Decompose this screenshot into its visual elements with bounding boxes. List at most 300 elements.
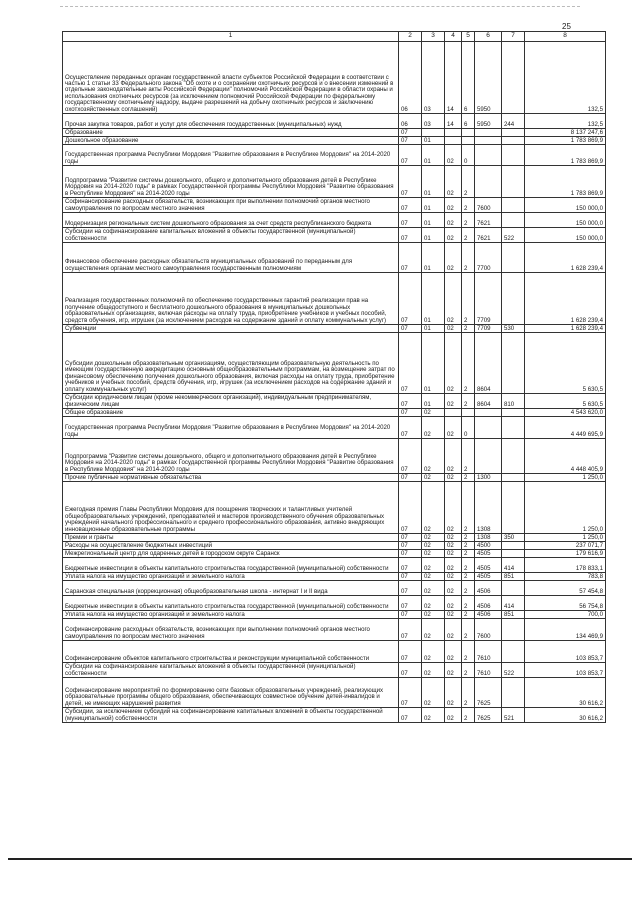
- code-cell: [502, 273, 525, 325]
- code-cell: 02: [422, 417, 445, 439]
- code-cell: 1308: [475, 534, 502, 542]
- code-cell: [502, 213, 525, 228]
- code-cell: 7600: [475, 198, 502, 213]
- table-row: [63, 42, 606, 114]
- code-cell: 2: [462, 439, 475, 474]
- code-cell: 2: [462, 596, 475, 611]
- amount-cell: 1 628 239,4: [525, 273, 606, 325]
- code-cell: 02: [445, 641, 462, 663]
- amount-cell: 8 137 247,6: [525, 129, 606, 137]
- code-cell: 414: [502, 558, 525, 573]
- table-row: [63, 708, 606, 723]
- amount-cell: 134 469,9: [525, 619, 606, 641]
- code-cell: [502, 581, 525, 596]
- amount-cell: 1 783 869,9: [525, 145, 606, 166]
- table-row: [63, 581, 606, 596]
- amount-cell: 4 449 695,9: [525, 417, 606, 439]
- code-cell: 02: [422, 558, 445, 573]
- table-row: [63, 550, 606, 558]
- code-cell: 02: [445, 534, 462, 542]
- code-cell: 2: [462, 482, 475, 534]
- code-cell: [502, 482, 525, 534]
- code-cell: 810: [502, 394, 525, 409]
- code-cell: [502, 641, 525, 663]
- code-cell: 07: [399, 550, 422, 558]
- code-cell: 02: [445, 417, 462, 439]
- header-cell: 8: [525, 32, 606, 42]
- table-row: [63, 198, 606, 213]
- code-cell: 851: [502, 573, 525, 581]
- code-cell: 07: [399, 678, 422, 708]
- header-cell: 5: [462, 32, 475, 42]
- code-cell: 4505: [475, 573, 502, 581]
- code-cell: 2: [462, 273, 475, 325]
- header-cell: 1: [63, 32, 399, 42]
- code-cell: 02: [445, 213, 462, 228]
- name-cell: Софинансирование расходных обязательств, возникающих при выполнении полномочий органов местного самоуправления по вопросам местного значения: [63, 619, 399, 641]
- table-row: [63, 166, 606, 198]
- amount-cell: 1 250,0: [525, 474, 606, 482]
- code-cell: 01: [422, 228, 445, 243]
- code-cell: 244: [502, 114, 525, 129]
- code-cell: [422, 129, 445, 137]
- code-cell: 02: [445, 474, 462, 482]
- code-cell: 07: [399, 243, 422, 273]
- table-row: [63, 474, 606, 482]
- code-cell: 02: [445, 678, 462, 708]
- code-cell: 01: [422, 243, 445, 273]
- code-cell: 1300: [475, 474, 502, 482]
- name-cell: Софинансирование мероприятий по формированию сети базовых образовательных учреждений, реализующих образовательные программы общего образования, обеспечивающих совместное обучение детей-инвалидов и детей, не имеющих нарушений развития: [63, 678, 399, 708]
- code-cell: 02: [422, 581, 445, 596]
- table-row: [63, 137, 606, 145]
- code-cell: 07: [399, 663, 422, 678]
- code-cell: 2: [462, 678, 475, 708]
- page-number: 25: [562, 22, 571, 31]
- code-cell: 01: [422, 198, 445, 213]
- code-cell: 07: [399, 145, 422, 166]
- header-cell: 7: [502, 32, 525, 42]
- code-cell: 02: [445, 394, 462, 409]
- table-row: [63, 534, 606, 542]
- code-cell: 07: [399, 482, 422, 534]
- amount-cell: 103 853,7: [525, 641, 606, 663]
- code-cell: 2: [462, 558, 475, 573]
- code-cell: 07: [399, 708, 422, 723]
- header-cell: 2: [399, 32, 422, 42]
- amount-cell: 4 543 620,0: [525, 409, 606, 417]
- code-cell: 01: [422, 325, 445, 333]
- code-cell: [502, 42, 525, 114]
- code-cell: 01: [422, 333, 445, 394]
- code-cell: 6: [462, 42, 475, 114]
- code-cell: 07: [399, 619, 422, 641]
- amount-cell: 1 628 239,4: [525, 325, 606, 333]
- code-cell: 02: [422, 409, 445, 417]
- code-cell: [502, 439, 525, 474]
- table-row: [63, 243, 606, 273]
- amount-cell: 178 833,1: [525, 558, 606, 573]
- code-cell: 07: [399, 439, 422, 474]
- table-row: [63, 394, 606, 409]
- code-cell: 07: [399, 333, 422, 394]
- code-cell: 7709: [475, 273, 502, 325]
- table-row: [63, 325, 606, 333]
- code-cell: [475, 129, 502, 137]
- code-cell: 01: [422, 137, 445, 145]
- code-cell: [462, 137, 475, 145]
- code-cell: 2: [462, 542, 475, 550]
- code-cell: [462, 129, 475, 137]
- name-cell: Бюджетные инвестиции в объекты капитального строительства государственной (муниципальной) собственности: [63, 558, 399, 573]
- code-cell: 02: [422, 596, 445, 611]
- name-cell: Общее образование: [63, 409, 399, 417]
- code-cell: 522: [502, 663, 525, 678]
- code-cell: 7700: [475, 243, 502, 273]
- header-cell: 3: [422, 32, 445, 42]
- amount-cell: 1 250,0: [525, 534, 606, 542]
- code-cell: 7610: [475, 641, 502, 663]
- code-cell: 01: [422, 145, 445, 166]
- name-cell: Ежегодная премия Главы Республики Мордовия для поощрения творческих и талантливых учителей общеобразовательных учреждений, преподавателей и мастеров производственного обучения образовательных учреждений начального профессионального и среднего профессионального образования, активно внедряющих инновационные образовательные программы: [63, 482, 399, 534]
- name-cell: Субвенции: [63, 325, 399, 333]
- code-cell: 07: [399, 325, 422, 333]
- code-cell: 7600: [475, 619, 502, 641]
- code-cell: 07: [399, 166, 422, 198]
- amount-cell: 56 754,8: [525, 596, 606, 611]
- code-cell: 02: [422, 550, 445, 558]
- amount-cell: 5 630,5: [525, 333, 606, 394]
- table-row: [63, 678, 606, 708]
- code-cell: [475, 409, 502, 417]
- code-cell: 02: [422, 708, 445, 723]
- amount-cell: 132,5: [525, 42, 606, 114]
- code-cell: 14: [445, 114, 462, 129]
- code-cell: 01: [422, 213, 445, 228]
- code-cell: [502, 198, 525, 213]
- code-cell: 02: [445, 708, 462, 723]
- name-cell: Софинансирование расходных обязательств, возникающих при выполнении полномочий органов местного самоуправления по вопросам местного значения: [63, 198, 399, 213]
- name-cell: Подпрограмма "Развитие системы дошкольного, общего и дополнительного образования детей в Республике Мордовия на 2014-2020 годы" в рамках Государственной программы Республики Мордовия "Развитие образования в Республике Мордовия" на 2014-2020 годы: [63, 166, 399, 198]
- code-cell: 07: [399, 228, 422, 243]
- amount-cell: 179 616,9: [525, 550, 606, 558]
- code-cell: 7709: [475, 325, 502, 333]
- table-row: [63, 482, 606, 534]
- code-cell: [502, 550, 525, 558]
- code-cell: 2: [462, 708, 475, 723]
- code-cell: 2: [462, 213, 475, 228]
- code-cell: 522: [502, 228, 525, 243]
- name-cell: Субсидии на софинансирование капитальных вложений в объекты государственной (муниципальной) собственности: [63, 663, 399, 678]
- name-cell: Саранская специальная (коррекционная) общеобразовательная школа - интернат I и II вида: [63, 581, 399, 596]
- code-cell: 07: [399, 534, 422, 542]
- code-cell: 414: [502, 596, 525, 611]
- code-cell: [502, 145, 525, 166]
- code-cell: 07: [399, 394, 422, 409]
- code-cell: 02: [445, 558, 462, 573]
- code-cell: 851: [502, 611, 525, 619]
- amount-cell: 150 000,0: [525, 228, 606, 243]
- code-cell: [475, 417, 502, 439]
- table-row: [63, 641, 606, 663]
- code-cell: 4506: [475, 581, 502, 596]
- name-cell: Финансовое обеспечение расходных обязательств муниципальных образований по переданным для осуществления органам местного самоуправления государственным полномочиям: [63, 243, 399, 273]
- code-cell: 2: [462, 333, 475, 394]
- table-row: [63, 114, 606, 129]
- amount-cell: 783,8: [525, 573, 606, 581]
- code-cell: 02: [422, 663, 445, 678]
- name-cell: Субсидии на софинансирование капитальных вложений в объекты государственной (муниципальной) собственности: [63, 228, 399, 243]
- code-cell: [502, 409, 525, 417]
- code-cell: 1308: [475, 482, 502, 534]
- code-cell: 2: [462, 325, 475, 333]
- name-cell: Государственная программа Республики Мордовия "Развитие образования в Республике Мордовия" на 2014-2020 годы: [63, 417, 399, 439]
- code-cell: 2: [462, 550, 475, 558]
- amount-cell: 1 783 869,9: [525, 166, 606, 198]
- code-cell: 02: [422, 482, 445, 534]
- name-cell: Осуществление переданных органам государственной власти субъектов Российской Федерации в соответствии с частью 1 статьи 33 Федерального закона "Об охоте и о сохранении охотничьих ресурсов и о внесении изменений в отдельные законодательные акты Российской Федерации" полномочий Российской Федерации в области охраны и использования охотничьих ресурсов (за исключением полномочий Российской Федерации по федеральному государственному охотничьему надзору, выдаче разрешений на добычу охотничьих ресурсов и заключению охотхозяйственных соглашений): [63, 42, 399, 114]
- code-cell: 07: [399, 213, 422, 228]
- code-cell: [462, 409, 475, 417]
- code-cell: 02: [422, 678, 445, 708]
- header-cell: 4: [445, 32, 462, 42]
- table-row: [63, 596, 606, 611]
- name-cell: Уплата налога на имущество организаций и земельного налога: [63, 573, 399, 581]
- code-cell: 350: [502, 534, 525, 542]
- code-cell: 521: [502, 708, 525, 723]
- code-cell: 02: [422, 641, 445, 663]
- name-cell: Уплата налога на имущество организаций и земельного налога: [63, 611, 399, 619]
- name-cell: Субсидии, за исключением субсидий на софинансирование капитальных вложений в объекты государственной (муниципальной) собственности: [63, 708, 399, 723]
- amount-cell: 30 616,2: [525, 708, 606, 723]
- code-cell: 5950: [475, 114, 502, 129]
- name-cell: Бюджетные инвестиции в объекты капитального строительства государственной (муниципальной) собственности: [63, 596, 399, 611]
- code-cell: 2: [462, 581, 475, 596]
- name-cell: Подпрограмма "Развитие системы дошкольного, общего и дополнительного образования детей в Республике Мордовия на 2014-2020 годы" в рамках Государственной программы Республики Мордовия "Развитие образования в Республике Мордовия" на 2014-2020 годы: [63, 439, 399, 474]
- name-cell: Прочие публичные нормативные обязательства: [63, 474, 399, 482]
- amount-cell: 103 853,7: [525, 663, 606, 678]
- amount-cell: 132,5: [525, 114, 606, 129]
- code-cell: 7621: [475, 228, 502, 243]
- code-cell: 03: [422, 42, 445, 114]
- code-cell: [445, 129, 462, 137]
- code-cell: 2: [462, 573, 475, 581]
- code-cell: 01: [422, 273, 445, 325]
- code-cell: 02: [445, 542, 462, 550]
- code-cell: [475, 439, 502, 474]
- code-cell: 02: [445, 482, 462, 534]
- code-cell: 03: [422, 114, 445, 129]
- table-row: [63, 129, 606, 137]
- name-cell: Субсидии дошкольным образовательным организациям, осуществляющим образовательную деятельность по имеющим государственную аккредитацию основным общеобразовательным программам, на возмещение затрат по финансовому обеспечению получения дошкольного образования, включая расходы на оплату труда, приобретение учебников и учебных пособий, средств обучения, игр, игрушек (за исключением расходов на содержание зданий и оплату коммунальных услуг): [63, 333, 399, 394]
- code-cell: 07: [399, 273, 422, 325]
- code-cell: [502, 129, 525, 137]
- code-cell: [445, 137, 462, 145]
- amount-cell: 57 454,8: [525, 581, 606, 596]
- table-row: [63, 542, 606, 550]
- code-cell: 01: [422, 166, 445, 198]
- code-cell: 7621: [475, 213, 502, 228]
- code-cell: 02: [422, 573, 445, 581]
- code-cell: 02: [445, 663, 462, 678]
- table-row: [63, 213, 606, 228]
- code-cell: [475, 166, 502, 198]
- name-cell: Межрегиональный центр для одаренных детей в городском округе Саранск: [63, 550, 399, 558]
- code-cell: 07: [399, 137, 422, 145]
- code-cell: 7610: [475, 663, 502, 678]
- code-cell: 530: [502, 325, 525, 333]
- table-row: [63, 145, 606, 166]
- code-cell: 02: [422, 534, 445, 542]
- table-row: [63, 558, 606, 573]
- code-cell: [445, 409, 462, 417]
- code-cell: 4505: [475, 558, 502, 573]
- code-cell: 0: [462, 145, 475, 166]
- code-cell: 07: [399, 474, 422, 482]
- amount-cell: 150 000,0: [525, 213, 606, 228]
- code-cell: 5950: [475, 42, 502, 114]
- name-cell: Модернизация региональных систем дошкольного образования за счет средств республиканского бюджета: [63, 213, 399, 228]
- code-cell: 4506: [475, 611, 502, 619]
- scan-edge-line: [60, 6, 580, 7]
- code-cell: 06: [399, 114, 422, 129]
- code-cell: [502, 166, 525, 198]
- name-cell: Прочая закупка товаров, работ и услуг для обеспечения государственных (муниципальных) нужд: [63, 114, 399, 129]
- table-row: [63, 611, 606, 619]
- code-cell: [502, 542, 525, 550]
- code-cell: 0: [462, 417, 475, 439]
- code-cell: 07: [399, 417, 422, 439]
- code-cell: 02: [445, 573, 462, 581]
- table-row: [63, 663, 606, 678]
- amount-cell: 1 783 869,9: [525, 137, 606, 145]
- amount-cell: 5 630,5: [525, 394, 606, 409]
- code-cell: 2: [462, 474, 475, 482]
- code-cell: 02: [422, 439, 445, 474]
- code-cell: 8604: [475, 333, 502, 394]
- code-cell: 02: [422, 474, 445, 482]
- code-cell: 02: [445, 333, 462, 394]
- code-cell: 07: [399, 596, 422, 611]
- amount-cell: 30 616,2: [525, 678, 606, 708]
- code-cell: 02: [445, 619, 462, 641]
- code-cell: 2: [462, 611, 475, 619]
- code-cell: 2: [462, 166, 475, 198]
- code-cell: 02: [422, 619, 445, 641]
- table-row: [63, 273, 606, 325]
- header-cell: 6: [475, 32, 502, 42]
- table-row: [63, 439, 606, 474]
- name-cell: Государственная программа Республики Мордовия "Развитие образования в Республике Мордовия" на 2014-2020 годы: [63, 145, 399, 166]
- table-row: [63, 333, 606, 394]
- code-cell: [475, 145, 502, 166]
- code-cell: 07: [399, 409, 422, 417]
- table-header-row: [63, 32, 606, 42]
- code-cell: 7625: [475, 708, 502, 723]
- amount-cell: 150 000,0: [525, 198, 606, 213]
- code-cell: 7625: [475, 678, 502, 708]
- code-cell: 2: [462, 641, 475, 663]
- table-row: [63, 573, 606, 581]
- code-cell: 4500: [475, 542, 502, 550]
- code-cell: 02: [445, 145, 462, 166]
- table-row: [63, 619, 606, 641]
- name-cell: Премии и гранты: [63, 534, 399, 542]
- code-cell: [502, 417, 525, 439]
- code-cell: 02: [445, 581, 462, 596]
- code-cell: 8604: [475, 394, 502, 409]
- code-cell: 6: [462, 114, 475, 129]
- table-row: [63, 409, 606, 417]
- amount-cell: 4 448 405,9: [525, 439, 606, 474]
- name-cell: Субсидии юридическим лицам (кроме некоммерческих организаций), индивидуальным предпринимателям, физическим лицам: [63, 394, 399, 409]
- code-cell: 4505: [475, 550, 502, 558]
- code-cell: 2: [462, 534, 475, 542]
- code-cell: 07: [399, 581, 422, 596]
- code-cell: 07: [399, 129, 422, 137]
- code-cell: 02: [445, 550, 462, 558]
- name-cell: Расходы на осуществление бюджетных инвестиций: [63, 542, 399, 550]
- name-cell: Дошкольное образование: [63, 137, 399, 145]
- code-cell: 07: [399, 198, 422, 213]
- code-cell: 02: [422, 542, 445, 550]
- amount-cell: 237 071,7: [525, 542, 606, 550]
- amount-cell: 1 628 239,4: [525, 243, 606, 273]
- code-cell: 07: [399, 611, 422, 619]
- code-cell: [502, 137, 525, 145]
- code-cell: 07: [399, 542, 422, 550]
- code-cell: 01: [422, 394, 445, 409]
- code-cell: 2: [462, 394, 475, 409]
- code-cell: 4506: [475, 596, 502, 611]
- code-cell: 2: [462, 619, 475, 641]
- code-cell: 02: [445, 611, 462, 619]
- code-cell: 07: [399, 573, 422, 581]
- table-row: [63, 417, 606, 439]
- code-cell: 14: [445, 42, 462, 114]
- code-cell: 02: [445, 166, 462, 198]
- code-cell: [502, 678, 525, 708]
- code-cell: [502, 243, 525, 273]
- name-cell: Софинансирование объектов капитального строительства и реконструкции муниципальной собственности: [63, 641, 399, 663]
- name-cell: Образование: [63, 129, 399, 137]
- code-cell: 07: [399, 558, 422, 573]
- code-cell: 02: [445, 439, 462, 474]
- code-cell: 07: [399, 641, 422, 663]
- code-cell: [502, 333, 525, 394]
- code-cell: 02: [445, 596, 462, 611]
- code-cell: 02: [445, 198, 462, 213]
- code-cell: [502, 619, 525, 641]
- code-cell: 02: [445, 228, 462, 243]
- code-cell: 2: [462, 663, 475, 678]
- code-cell: 02: [445, 243, 462, 273]
- budget-table: [62, 31, 606, 723]
- amount-cell: 1 250,0: [525, 482, 606, 534]
- name-cell: Реализация государственных полномочий по обеспечению государственных гарантий реализации прав на получение общедоступного и бесплатного дошкольного образования в муниципальных дошкольных образовательных организациях, включая расходы на оплату труда, приобретение учебников и учебных пособий, средств обучения, игр, игрушек (за исключением расходов на содержание зданий и оплату коммунальных услуг): [63, 273, 399, 325]
- code-cell: [502, 474, 525, 482]
- code-cell: 2: [462, 228, 475, 243]
- code-cell: 06: [399, 42, 422, 114]
- code-cell: 02: [422, 611, 445, 619]
- code-cell: 02: [445, 325, 462, 333]
- amount-cell: 700,0: [525, 611, 606, 619]
- code-cell: 2: [462, 198, 475, 213]
- table-row: [63, 228, 606, 243]
- code-cell: [475, 137, 502, 145]
- code-cell: 02: [445, 273, 462, 325]
- code-cell: 2: [462, 243, 475, 273]
